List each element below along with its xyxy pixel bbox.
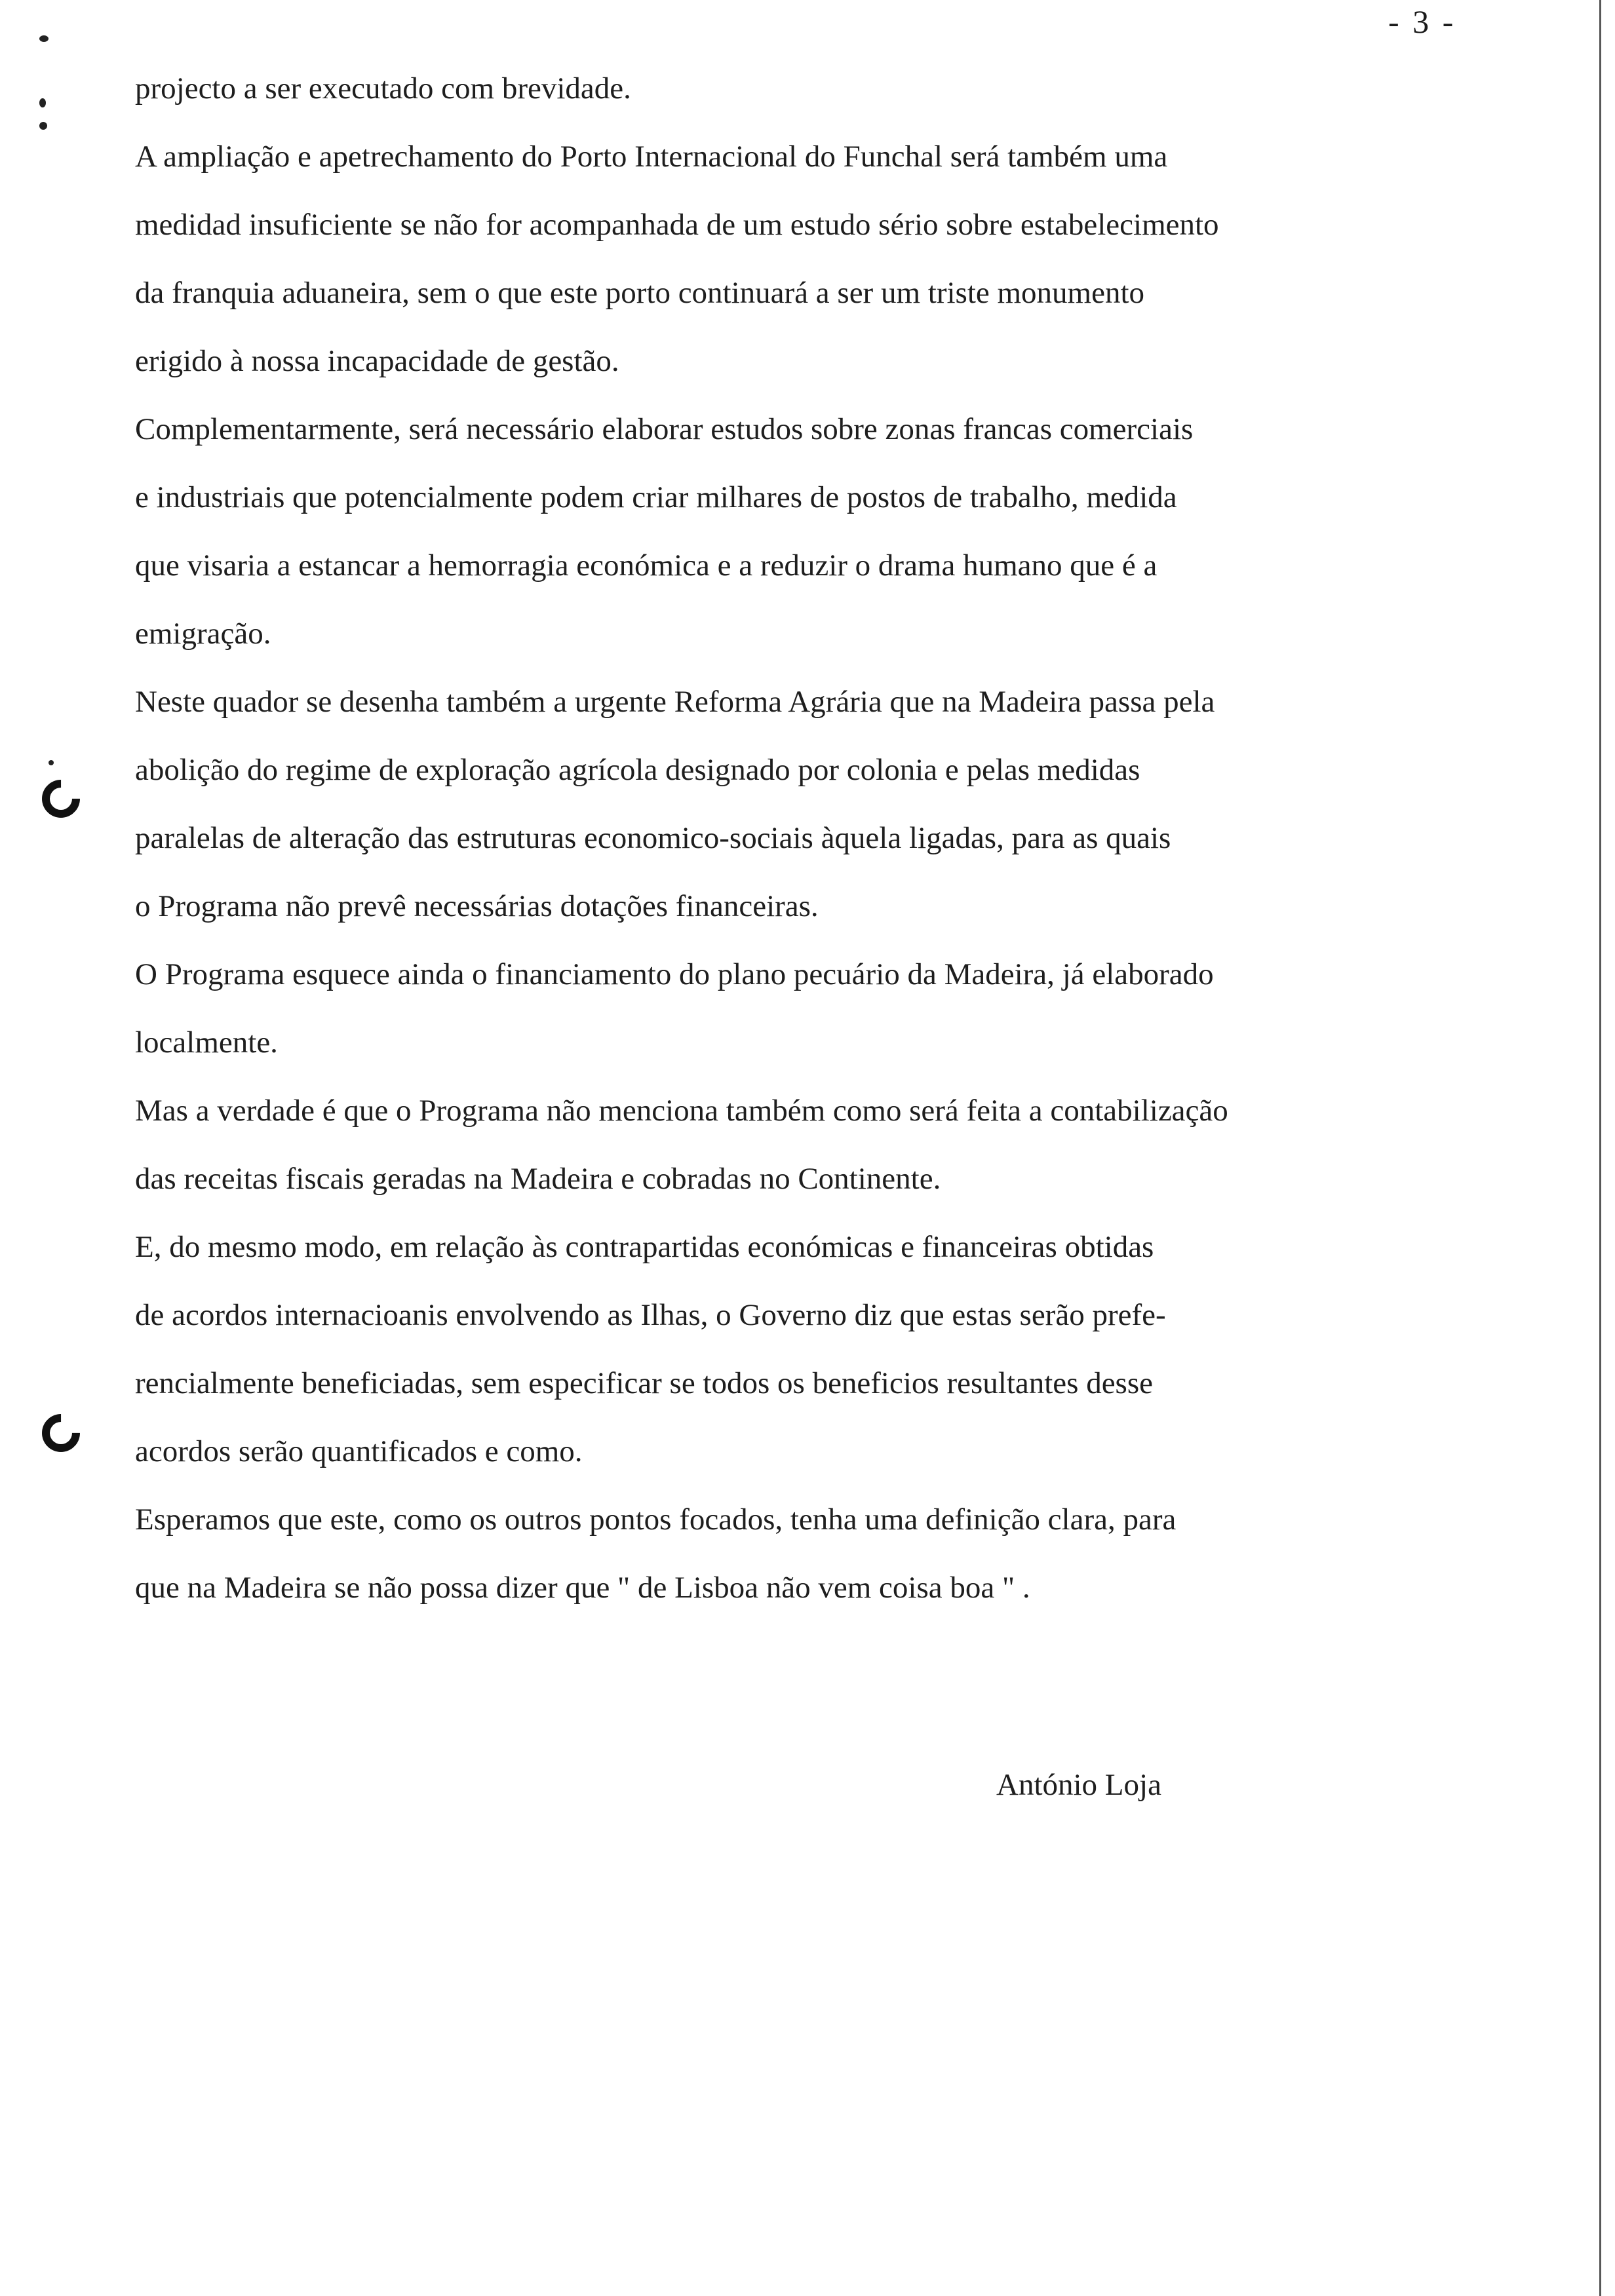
punch-hole-mark [34, 1406, 88, 1460]
text-line: emigração. [135, 617, 271, 651]
text-line: que na Madeira se não possa dizer que " de Lisboa não vem coisa boa " . [135, 1571, 1030, 1605]
text-line: projecto a ser executado com brevidade. [135, 71, 631, 105]
text-line: A ampliação e apetrechamento do Porto Internacional do Funchal será também uma [135, 140, 1168, 174]
signature: António Loja [996, 1768, 1161, 1802]
text-line: abolição do regime de exploração agrícola designado por colonia e pelas medidas [135, 753, 1140, 787]
text-line: localmente. [135, 1025, 278, 1060]
text-line: de acordos internacioanis envolvendo as Ilhas, o Governo diz que estas serão prefe- [135, 1298, 1166, 1332]
punch-hole-mark [34, 772, 88, 826]
text-line: Mas a verdade é que o Programa não menciona também como será feita a contabilização [135, 1094, 1228, 1128]
scan-speck [39, 122, 47, 130]
text-line: o Programa não prevê necessárias dotações financeiras. [135, 889, 819, 923]
text-line: e industriais que potencialmente podem criar milhares de postos de trabalho, medida [135, 480, 1177, 514]
text-line: rencialmente beneficiadas, sem especificar se todos os beneficios resultantes desse [135, 1366, 1153, 1400]
text-line: Neste quador se desenha também a urgente Reforma Agrária que na Madeira passa pela [135, 685, 1215, 719]
text-line: Complementarmente, será necessário elaborar estudos sobre zonas francas comerciais [135, 412, 1194, 446]
text-line: das receitas fiscais geradas na Madeira e cobradas no Continente. [135, 1162, 941, 1196]
scan-speck [49, 760, 54, 765]
text-line: erigido à nossa incapacidade de gestão. [135, 344, 619, 378]
text-line: paralelas de alteração das estruturas economico-sociais àquela ligadas, para as quais [135, 821, 1171, 855]
text-line: Esperamos que este, como os outros pontos focados, tenha uma definição clara, para [135, 1502, 1177, 1537]
scan-speck [39, 98, 46, 107]
text-line: E, do mesmo modo, em relação às contrapartidas económicas e financeiras obtidas [135, 1230, 1154, 1264]
text-line: que visaria a estancar a hemorragia económica e a reduzir o drama humano que é a [135, 548, 1158, 583]
text-line: da franquia aduaneira, sem o que este porto continuará a ser um triste monumento [135, 276, 1145, 310]
page-edge-line [1599, 0, 1601, 2296]
scan-speck [39, 35, 49, 42]
text-line: medidad insuficiente se não for acompanhada de um estudo sério sobre estabelecimento [135, 208, 1219, 242]
text-line: O Programa esquece ainda o financiamento do plano pecuário da Madeira, já elaborado [135, 957, 1214, 991]
text-line: acordos serão quantificados e como. [135, 1434, 583, 1468]
page-number: - 3 - [1388, 3, 1456, 40]
